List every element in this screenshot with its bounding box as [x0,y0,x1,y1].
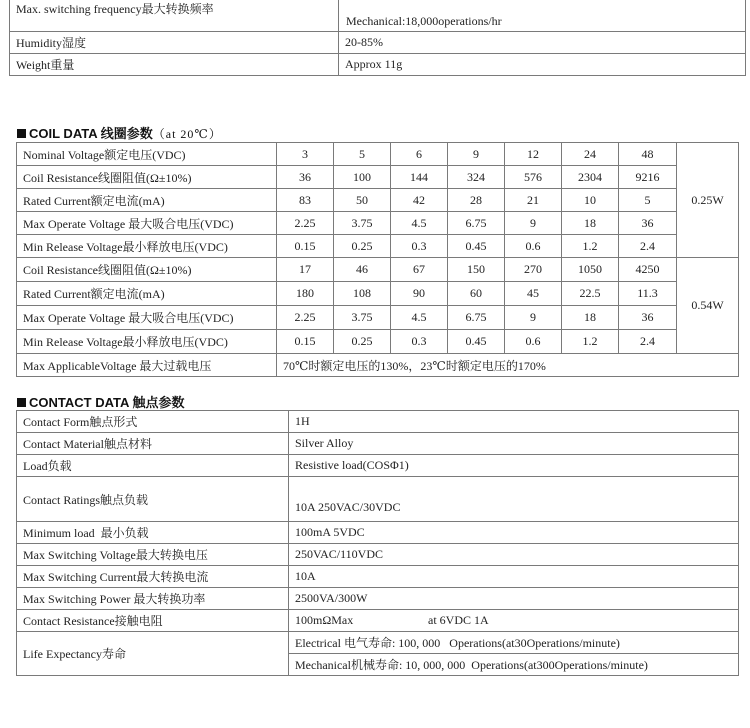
table-row [17,566,739,588]
power-cell-0-54w: 0.54W [677,258,739,354]
mechanical-life-value: Mechanical机械寿命: 10, 000, 000 Operations(at300Operations/minute) [289,654,739,676]
value-cell: 2.25 [277,306,334,330]
coil-data-heading [17,123,222,142]
row-label: Max Switching Voltage最大转换电压 [17,544,289,566]
row-label: Contact Material触点材料 [17,433,289,455]
value-cell: 36 [619,306,677,330]
value-cell: 90 [391,282,448,306]
value-cell: 36 [277,166,334,189]
value-cell: 9 [448,143,505,166]
value-cell: 2304 [562,166,619,189]
value-cell: 45 [505,282,562,306]
row-label: Coil Resistance线圈阻值(Ω±10%) [17,258,277,282]
value-cell: 4.5 [391,212,448,235]
table-row [17,588,739,610]
table-row [10,0,746,32]
coil-data-table [16,142,739,377]
row-label: Minimum load 最小负载 [17,522,289,544]
max-applicable-voltage-value: 70℃时额定电压的130%，23℃时额定电压的170% [277,354,739,377]
value-cell: 0.6 [505,330,562,354]
contact-data-heading [17,392,185,411]
table-row [17,330,739,354]
row-value [289,610,739,632]
value-cell: 21 [505,189,562,212]
table-row [10,32,746,54]
value-cell: 3.75 [334,306,391,330]
value-cell: 0.6 [505,235,562,258]
spec-table [9,0,746,76]
value-cell: 2.4 [619,330,677,354]
value-cell: 18 [562,306,619,330]
value-cell: 24 [562,143,619,166]
coil-data-condition: （at 20℃） [152,127,222,141]
contact-resistance-value: 100mΩMax [295,613,354,627]
table-row [10,54,746,76]
spec-value: Approx 11g [339,54,746,76]
value-cell: 42 [391,189,448,212]
value-cell: 4.5 [391,306,448,330]
value-cell: 60 [448,282,505,306]
value-cell: 17 [277,258,334,282]
value-cell: 0.25 [334,235,391,258]
contact-resistance-note: at 6VDC 1A [428,613,489,627]
contact-data-title: CONTACT DATA 触点参数 [29,395,185,410]
value-cell: 3 [277,143,334,166]
value-cell: 576 [505,166,562,189]
value-cell: 1.2 [562,235,619,258]
table-row [17,189,739,212]
value-cell: 11.3 [619,282,677,306]
spec-label: Weight重量 [10,54,339,76]
value-cell: 9 [505,306,562,330]
row-label: Min Release Voltage最小释放电压(VDC) [17,235,277,258]
table-row [17,544,739,566]
row-value: 100mA 5VDC [289,522,739,544]
value-cell: 3.75 [334,212,391,235]
value-cell: 0.15 [277,235,334,258]
electrical-life-value: Electrical 电气寿命: 100, 000 Operations(at30Operations/minute) [289,632,739,654]
spec-value: 20-85% [339,32,746,54]
spec-label: Humidity湿度 [10,32,339,54]
spec-label: Max. switching frequency最大转换频率 [10,0,339,32]
row-label: Contact Resistance接触电阻 [17,610,289,632]
coil-data-title: COIL DATA 线圈参数 [29,126,153,141]
table-row [17,411,739,433]
row-label: Min Release Voltage最小释放电压(VDC) [17,330,277,354]
value-cell: 48 [619,143,677,166]
spec-value [339,0,746,32]
row-label: Load负载 [17,455,289,477]
table-row [17,433,739,455]
value-cell: 0.3 [391,330,448,354]
table-row [17,610,739,632]
value-cell: 5 [334,143,391,166]
nominal-voltage-row [17,143,739,166]
table-row [17,632,739,654]
row-label: Rated Current额定电流(mA) [17,189,277,212]
value-cell: 150 [448,258,505,282]
value-cell: 6 [391,143,448,166]
value-cell: 36 [619,212,677,235]
value-cell: 100 [334,166,391,189]
max-applicable-voltage-row [17,354,739,377]
table-row [17,477,739,522]
row-label: Contact Ratings触点负载 [17,477,289,522]
value-cell: 6.75 [448,306,505,330]
value-cell: 28 [448,189,505,212]
value-cell: 1.2 [562,330,619,354]
value-cell: 22.5 [562,282,619,306]
table-row [17,522,739,544]
value-cell: 46 [334,258,391,282]
row-value: 250VAC/110VDC [289,544,739,566]
value-cell: 6.75 [448,212,505,235]
square-bullet-icon [17,129,26,138]
value-cell: 0.45 [448,235,505,258]
value-cell: 0.25 [334,330,391,354]
row-value: 1H [289,411,739,433]
row-value: 10A [289,566,739,588]
row-label: Coil Resistance线圈阻值(Ω±10%) [17,166,277,189]
value-cell: 0.45 [448,330,505,354]
value-cell: 180 [277,282,334,306]
row-value: Silver Alloy [289,433,739,455]
square-bullet-icon [17,398,26,407]
value-cell: 9 [505,212,562,235]
value-cell: 67 [391,258,448,282]
contact-data-table [16,410,739,676]
row-label: Nominal Voltage额定电压(VDC) [17,143,277,166]
table-row [17,235,739,258]
value-cell: 4250 [619,258,677,282]
table-row [17,282,739,306]
value-cell: 324 [448,166,505,189]
value-cell: 12 [505,143,562,166]
value-cell: 50 [334,189,391,212]
value-cell: 9216 [619,166,677,189]
row-label: Contact Form触点形式 [17,411,289,433]
value-cell: 144 [391,166,448,189]
row-value: 2500VA/300W [289,588,739,610]
value-cell: 108 [334,282,391,306]
value-cell: 270 [505,258,562,282]
value-cell: 2.4 [619,235,677,258]
power-cell-0-25w: 0.25W [677,143,739,258]
value-cell: 5 [619,189,677,212]
row-value: Resistive load(COSΦ1) [289,455,739,477]
table-row [17,212,739,235]
value-cell: 18 [562,212,619,235]
row-value: 10A 250VAC/30VDC [289,477,739,522]
value-cell: 0.15 [277,330,334,354]
value-cell: 10 [562,189,619,212]
value-cell: 83 [277,189,334,212]
table-row [17,166,739,189]
table-row [17,258,739,282]
row-label: Max Switching Current最大转换电流 [17,566,289,588]
row-label: Life Expectancy寿命 [17,632,289,676]
value-cell: 1050 [562,258,619,282]
value-cell: 0.3 [391,235,448,258]
row-label: Max Switching Power 最大转换功率 [17,588,289,610]
table-row [17,306,739,330]
mechanical-frequency: Mechanical:18,000operations/hr [346,14,502,28]
row-label: Max Operate Voltage 最大吸合电压(VDC) [17,306,277,330]
row-label: Max ApplicableVoltage 最大过载电压 [17,354,277,377]
row-label: Rated Current额定电流(mA) [17,282,277,306]
table-row [17,455,739,477]
value-cell: 2.25 [277,212,334,235]
row-label: Max Operate Voltage 最大吸合电压(VDC) [17,212,277,235]
